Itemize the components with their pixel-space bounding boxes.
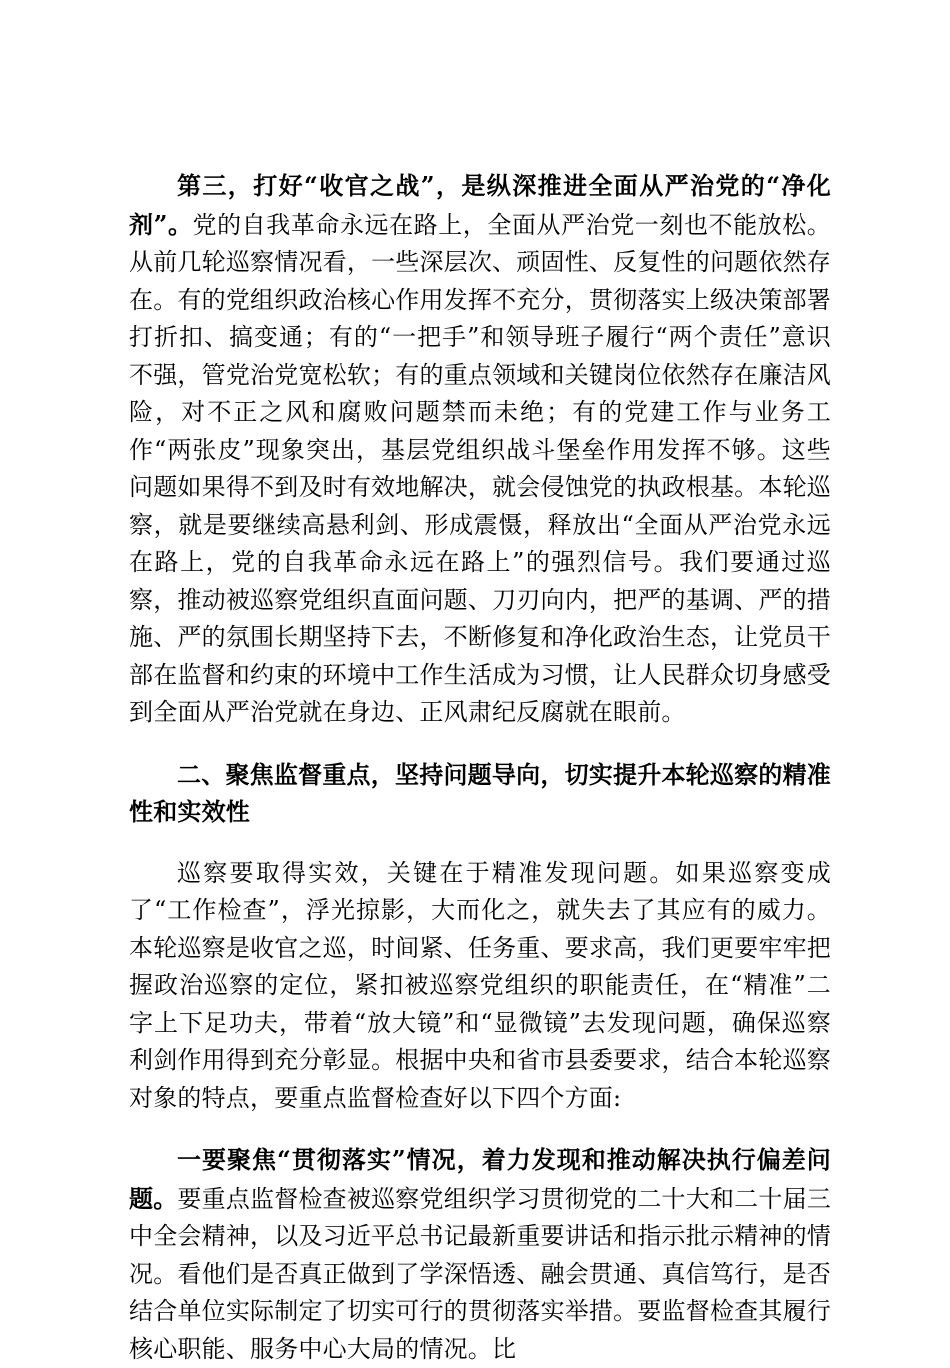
paragraph-first-requirement <box>129 1141 831 1368</box>
document-page <box>129 167 831 1368</box>
paragraph-body: 党的自我革命永远在路上，全面从严治党一刻也不能放松。从前几轮巡察情况看，一些深层次、顽固性、反复性的问题依然存在。有的党组织政治核心作用发挥不充分，贯彻落实上级决策部署打折扣、搞变通；有的“一把手”和领导班子履行“两个责任”意识不强，管党治党宽松软；有的重点领域和关键岗位依然存在廉洁风险，对不正之风和腐败问题禁而未绝；有的党建工作与业务工作“两张皮”现象突出，基层党组织战斗堡垒作用发挥不够。这些问题如果得不到及时有效地解决，就会侵蚀党的执政根基。本轮巡察，就是要继续高悬利剑、形成震慑，释放出“全面从严治党永远在路上，党的自我革命永远在路上”的强烈信号。我们要通过巡察，推动被巡察党组织直面问题、刀刃向内，把严的基调、严的措施、严的氛围长期坚持下去，不断修复和净化政治生态，让党员干部在监督和约束的环境中工作生活成为习惯，让人民群众切身感受到全面从严治党就在身边、正风肃纪反腐就在眼前。 <box>129 210 832 726</box>
paragraph-lead: 第三，打好“收官之战”，是纵深推进全面从严治党的“净化剂”。 <box>129 171 831 239</box>
paragraph-third-point <box>129 167 831 732</box>
paragraph-lead: 一要聚焦“贯彻落实”情况，着力发现和推动解决执行偏差问题。 <box>129 1145 831 1213</box>
paragraph-inspection-focus: 巡察要取得实效，关键在于精准发现问题。如果巡察变成了“工作检查”，浮光掠影，大而化之，就失去了其应有的威力。本轮巡察是收官之巡，时间紧、任务重、要求高，我们更要牢牢把握政治巡察的定位，紧扣被巡察党组织的职能责任，在“精准”二字上下足功夫，带着“放大镜”和“显微镜”去发现问题，确保巡察利剑作用得到充分彰显。根据中央和省市县委要求，结合本轮巡察对象的特点，要重点监督检查好以下四个方面: <box>129 858 831 1112</box>
section-heading-2: 二、聚焦监督重点，坚持问题导向，切实提升本轮巡察的精准性和实效性 <box>129 759 831 826</box>
paragraph-body: 要重点监督检查被巡察党组织学习贯彻党的二十大和二十届三中全会精神，以及习近平总书记最新重要讲话和指示批示精神的情况。看他们是否真正做到了学深悟透、融会贯通、真信笃行，是否结合单位实际制定了切实可行的贯彻落实举措。要监督检查其履行核心职能、服务中心大局的情况。比 <box>129 1184 831 1363</box>
